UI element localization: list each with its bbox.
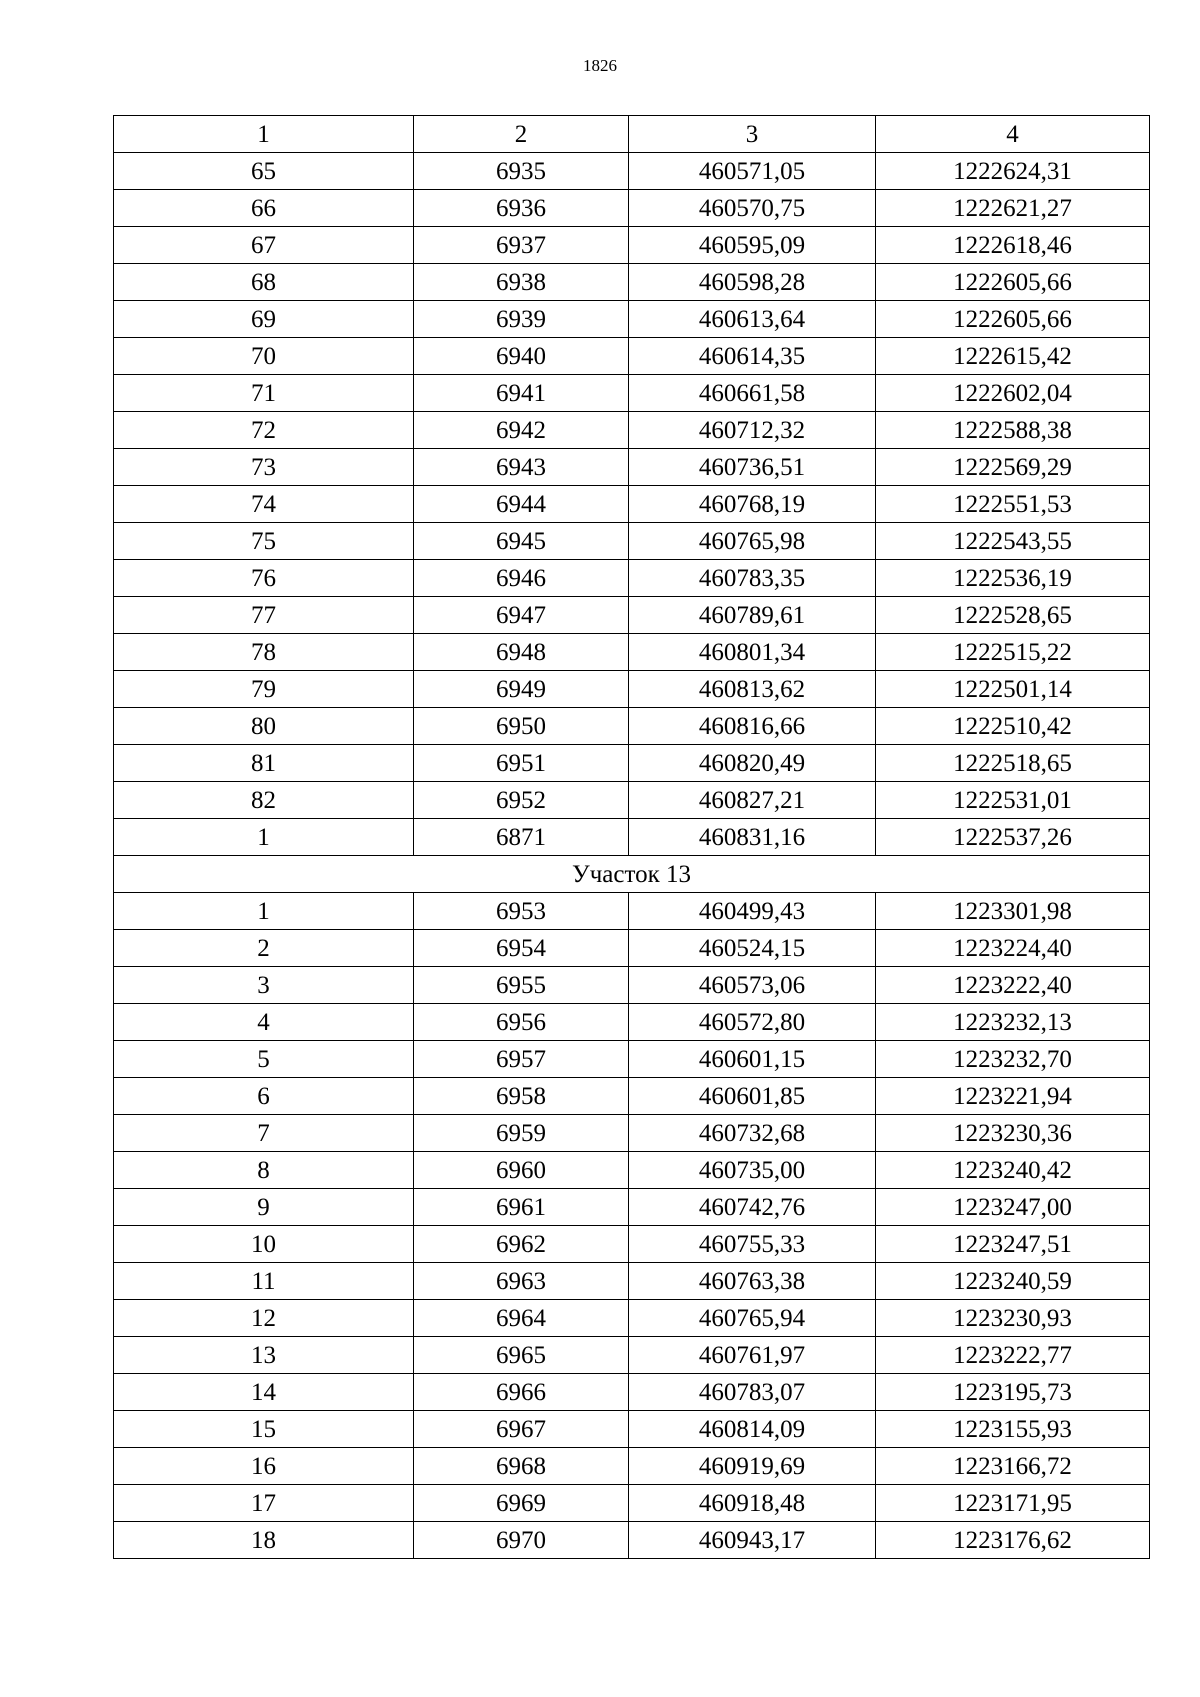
point-number-cell: 1 bbox=[114, 819, 414, 856]
y-coordinate-cell: 1223247,00 bbox=[876, 1189, 1150, 1226]
point-number-cell: 18 bbox=[114, 1522, 414, 1559]
point-number-cell: 4 bbox=[114, 1004, 414, 1041]
header-cell-3: 3 bbox=[629, 116, 876, 153]
point-id-cell: 6942 bbox=[414, 412, 629, 449]
point-id-cell: 6936 bbox=[414, 190, 629, 227]
point-id-cell: 6963 bbox=[414, 1263, 629, 1300]
y-coordinate-cell: 1223166,72 bbox=[876, 1448, 1150, 1485]
y-coordinate-cell: 1222518,65 bbox=[876, 745, 1150, 782]
table-row bbox=[114, 1041, 1150, 1078]
point-id-cell: 6938 bbox=[414, 264, 629, 301]
point-number-cell: 81 bbox=[114, 745, 414, 782]
x-coordinate-cell: 460736,51 bbox=[629, 449, 876, 486]
y-coordinate-cell: 1222602,04 bbox=[876, 375, 1150, 412]
table-row bbox=[114, 819, 1150, 856]
x-coordinate-cell: 460827,21 bbox=[629, 782, 876, 819]
point-number-cell: 10 bbox=[114, 1226, 414, 1263]
table-row bbox=[114, 560, 1150, 597]
point-number-cell: 15 bbox=[114, 1411, 414, 1448]
y-coordinate-cell: 1222605,66 bbox=[876, 301, 1150, 338]
y-coordinate-cell: 1223301,98 bbox=[876, 893, 1150, 930]
x-coordinate-cell: 460765,94 bbox=[629, 1300, 876, 1337]
x-coordinate-cell: 460820,49 bbox=[629, 745, 876, 782]
point-number-cell: 11 bbox=[114, 1263, 414, 1300]
table-row bbox=[114, 671, 1150, 708]
point-id-cell: 6955 bbox=[414, 967, 629, 1004]
y-coordinate-cell: 1222510,42 bbox=[876, 708, 1150, 745]
x-coordinate-cell: 460801,34 bbox=[629, 634, 876, 671]
point-id-cell: 6962 bbox=[414, 1226, 629, 1263]
point-number-cell: 67 bbox=[114, 227, 414, 264]
x-coordinate-cell: 460712,32 bbox=[629, 412, 876, 449]
x-coordinate-cell: 460614,35 bbox=[629, 338, 876, 375]
table-row bbox=[114, 1448, 1150, 1485]
point-number-cell: 80 bbox=[114, 708, 414, 745]
point-id-cell: 6966 bbox=[414, 1374, 629, 1411]
point-id-cell: 6965 bbox=[414, 1337, 629, 1374]
x-coordinate-cell: 460816,66 bbox=[629, 708, 876, 745]
table-row bbox=[114, 1485, 1150, 1522]
x-coordinate-cell: 460761,97 bbox=[629, 1337, 876, 1374]
x-coordinate-cell: 460814,09 bbox=[629, 1411, 876, 1448]
table-row bbox=[114, 301, 1150, 338]
x-coordinate-cell: 460765,98 bbox=[629, 523, 876, 560]
section-title: Участок 13 bbox=[114, 856, 1150, 893]
x-coordinate-cell: 460783,35 bbox=[629, 560, 876, 597]
x-coordinate-cell: 460601,85 bbox=[629, 1078, 876, 1115]
table-row bbox=[114, 486, 1150, 523]
point-id-cell: 6967 bbox=[414, 1411, 629, 1448]
x-coordinate-cell: 460732,68 bbox=[629, 1115, 876, 1152]
x-coordinate-cell: 460735,00 bbox=[629, 1152, 876, 1189]
table-row bbox=[114, 449, 1150, 486]
x-coordinate-cell: 460598,28 bbox=[629, 264, 876, 301]
point-id-cell: 6950 bbox=[414, 708, 629, 745]
point-number-cell: 3 bbox=[114, 967, 414, 1004]
y-coordinate-cell: 1223155,93 bbox=[876, 1411, 1150, 1448]
point-id-cell: 6949 bbox=[414, 671, 629, 708]
table-row bbox=[114, 375, 1150, 412]
point-number-cell: 12 bbox=[114, 1300, 414, 1337]
table-row bbox=[114, 338, 1150, 375]
y-coordinate-cell: 1222515,22 bbox=[876, 634, 1150, 671]
point-number-cell: 79 bbox=[114, 671, 414, 708]
point-id-cell: 6939 bbox=[414, 301, 629, 338]
table-row bbox=[114, 264, 1150, 301]
point-id-cell: 6946 bbox=[414, 560, 629, 597]
y-coordinate-cell: 1222618,46 bbox=[876, 227, 1150, 264]
coordinates-table-body bbox=[114, 116, 1150, 1559]
table-row bbox=[114, 412, 1150, 449]
table-row bbox=[114, 1411, 1150, 1448]
point-number-cell: 82 bbox=[114, 782, 414, 819]
point-id-cell: 6958 bbox=[414, 1078, 629, 1115]
y-coordinate-cell: 1223247,51 bbox=[876, 1226, 1150, 1263]
x-coordinate-cell: 460783,07 bbox=[629, 1374, 876, 1411]
point-number-cell: 17 bbox=[114, 1485, 414, 1522]
table-row bbox=[114, 1337, 1150, 1374]
point-number-cell: 72 bbox=[114, 412, 414, 449]
point-number-cell: 1 bbox=[114, 893, 414, 930]
x-coordinate-cell: 460661,58 bbox=[629, 375, 876, 412]
x-coordinate-cell: 460595,09 bbox=[629, 227, 876, 264]
table-row bbox=[114, 1152, 1150, 1189]
y-coordinate-cell: 1223221,94 bbox=[876, 1078, 1150, 1115]
point-id-cell: 6940 bbox=[414, 338, 629, 375]
y-coordinate-cell: 1223232,13 bbox=[876, 1004, 1150, 1041]
point-number-cell: 73 bbox=[114, 449, 414, 486]
point-number-cell: 71 bbox=[114, 375, 414, 412]
table-row bbox=[114, 523, 1150, 560]
x-coordinate-cell: 460573,06 bbox=[629, 967, 876, 1004]
table-header-row bbox=[114, 116, 1150, 153]
y-coordinate-cell: 1222621,27 bbox=[876, 190, 1150, 227]
y-coordinate-cell: 1223232,70 bbox=[876, 1041, 1150, 1078]
table-row bbox=[114, 1522, 1150, 1559]
table-row bbox=[114, 1374, 1150, 1411]
y-coordinate-cell: 1222537,26 bbox=[876, 819, 1150, 856]
point-number-cell: 5 bbox=[114, 1041, 414, 1078]
y-coordinate-cell: 1222543,55 bbox=[876, 523, 1150, 560]
point-id-cell: 6968 bbox=[414, 1448, 629, 1485]
point-number-cell: 8 bbox=[114, 1152, 414, 1189]
y-coordinate-cell: 1223240,42 bbox=[876, 1152, 1150, 1189]
x-coordinate-cell: 460768,19 bbox=[629, 486, 876, 523]
table-row bbox=[114, 153, 1150, 190]
x-coordinate-cell: 460813,62 bbox=[629, 671, 876, 708]
point-id-cell: 6944 bbox=[414, 486, 629, 523]
x-coordinate-cell: 460742,76 bbox=[629, 1189, 876, 1226]
y-coordinate-cell: 1222536,19 bbox=[876, 560, 1150, 597]
table-row bbox=[114, 597, 1150, 634]
y-coordinate-cell: 1223230,93 bbox=[876, 1300, 1150, 1337]
page-number: 1826 bbox=[583, 56, 617, 75]
point-id-cell: 6953 bbox=[414, 893, 629, 930]
y-coordinate-cell: 1222501,14 bbox=[876, 671, 1150, 708]
table-row bbox=[114, 930, 1150, 967]
y-coordinate-cell: 1222531,01 bbox=[876, 782, 1150, 819]
table-row bbox=[114, 1226, 1150, 1263]
point-id-cell: 6954 bbox=[414, 930, 629, 967]
y-coordinate-cell: 1222624,31 bbox=[876, 153, 1150, 190]
header-cell-4: 4 bbox=[876, 116, 1150, 153]
point-id-cell: 6945 bbox=[414, 523, 629, 560]
x-coordinate-cell: 460918,48 bbox=[629, 1485, 876, 1522]
point-id-cell: 6952 bbox=[414, 782, 629, 819]
point-id-cell: 6957 bbox=[414, 1041, 629, 1078]
point-number-cell: 68 bbox=[114, 264, 414, 301]
point-id-cell: 6956 bbox=[414, 1004, 629, 1041]
y-coordinate-cell: 1223171,95 bbox=[876, 1485, 1150, 1522]
header-cell-1: 1 bbox=[114, 116, 414, 153]
point-number-cell: 66 bbox=[114, 190, 414, 227]
point-id-cell: 6948 bbox=[414, 634, 629, 671]
x-coordinate-cell: 460763,38 bbox=[629, 1263, 876, 1300]
point-id-cell: 6964 bbox=[414, 1300, 629, 1337]
point-number-cell: 75 bbox=[114, 523, 414, 560]
point-number-cell: 14 bbox=[114, 1374, 414, 1411]
x-coordinate-cell: 460572,80 bbox=[629, 1004, 876, 1041]
x-coordinate-cell: 460789,61 bbox=[629, 597, 876, 634]
table-row bbox=[114, 227, 1150, 264]
table-row bbox=[114, 1078, 1150, 1115]
point-number-cell: 2 bbox=[114, 930, 414, 967]
point-number-cell: 78 bbox=[114, 634, 414, 671]
point-id-cell: 6937 bbox=[414, 227, 629, 264]
point-id-cell: 6961 bbox=[414, 1189, 629, 1226]
table-row bbox=[114, 893, 1150, 930]
point-number-cell: 74 bbox=[114, 486, 414, 523]
y-coordinate-cell: 1223195,73 bbox=[876, 1374, 1150, 1411]
table-row bbox=[114, 634, 1150, 671]
table-row bbox=[114, 782, 1150, 819]
section-row bbox=[114, 856, 1150, 893]
point-id-cell: 6959 bbox=[414, 1115, 629, 1152]
table-row bbox=[114, 1189, 1150, 1226]
x-coordinate-cell: 460831,16 bbox=[629, 819, 876, 856]
y-coordinate-cell: 1222569,29 bbox=[876, 449, 1150, 486]
y-coordinate-cell: 1223176,62 bbox=[876, 1522, 1150, 1559]
coordinates-table bbox=[113, 115, 1150, 1559]
y-coordinate-cell: 1223224,40 bbox=[876, 930, 1150, 967]
point-id-cell: 6947 bbox=[414, 597, 629, 634]
x-coordinate-cell: 460570,75 bbox=[629, 190, 876, 227]
point-id-cell: 6935 bbox=[414, 153, 629, 190]
point-number-cell: 77 bbox=[114, 597, 414, 634]
point-id-cell: 6970 bbox=[414, 1522, 629, 1559]
point-number-cell: 9 bbox=[114, 1189, 414, 1226]
point-number-cell: 69 bbox=[114, 301, 414, 338]
header-cell-2: 2 bbox=[414, 116, 629, 153]
y-coordinate-cell: 1223222,40 bbox=[876, 967, 1150, 1004]
point-id-cell: 6951 bbox=[414, 745, 629, 782]
table-row bbox=[114, 1300, 1150, 1337]
x-coordinate-cell: 460499,43 bbox=[629, 893, 876, 930]
point-number-cell: 76 bbox=[114, 560, 414, 597]
table-row bbox=[114, 1004, 1150, 1041]
y-coordinate-cell: 1222528,65 bbox=[876, 597, 1150, 634]
point-id-cell: 6943 bbox=[414, 449, 629, 486]
x-coordinate-cell: 460524,15 bbox=[629, 930, 876, 967]
point-id-cell: 6969 bbox=[414, 1485, 629, 1522]
x-coordinate-cell: 460755,33 bbox=[629, 1226, 876, 1263]
x-coordinate-cell: 460601,15 bbox=[629, 1041, 876, 1078]
y-coordinate-cell: 1222588,38 bbox=[876, 412, 1150, 449]
table-row bbox=[114, 1263, 1150, 1300]
point-number-cell: 6 bbox=[114, 1078, 414, 1115]
table-row bbox=[114, 745, 1150, 782]
table-row bbox=[114, 1115, 1150, 1152]
point-id-cell: 6960 bbox=[414, 1152, 629, 1189]
y-coordinate-cell: 1223222,77 bbox=[876, 1337, 1150, 1374]
table-row bbox=[114, 708, 1150, 745]
y-coordinate-cell: 1223230,36 bbox=[876, 1115, 1150, 1152]
x-coordinate-cell: 460571,05 bbox=[629, 153, 876, 190]
y-coordinate-cell: 1223240,59 bbox=[876, 1263, 1150, 1300]
y-coordinate-cell: 1222605,66 bbox=[876, 264, 1150, 301]
x-coordinate-cell: 460919,69 bbox=[629, 1448, 876, 1485]
point-id-cell: 6941 bbox=[414, 375, 629, 412]
y-coordinate-cell: 1222551,53 bbox=[876, 486, 1150, 523]
table-row bbox=[114, 190, 1150, 227]
point-number-cell: 13 bbox=[114, 1337, 414, 1374]
point-id-cell: 6871 bbox=[414, 819, 629, 856]
x-coordinate-cell: 460613,64 bbox=[629, 301, 876, 338]
point-number-cell: 7 bbox=[114, 1115, 414, 1152]
point-number-cell: 16 bbox=[114, 1448, 414, 1485]
table-row bbox=[114, 967, 1150, 1004]
point-number-cell: 70 bbox=[114, 338, 414, 375]
y-coordinate-cell: 1222615,42 bbox=[876, 338, 1150, 375]
x-coordinate-cell: 460943,17 bbox=[629, 1522, 876, 1559]
point-number-cell: 65 bbox=[114, 153, 414, 190]
